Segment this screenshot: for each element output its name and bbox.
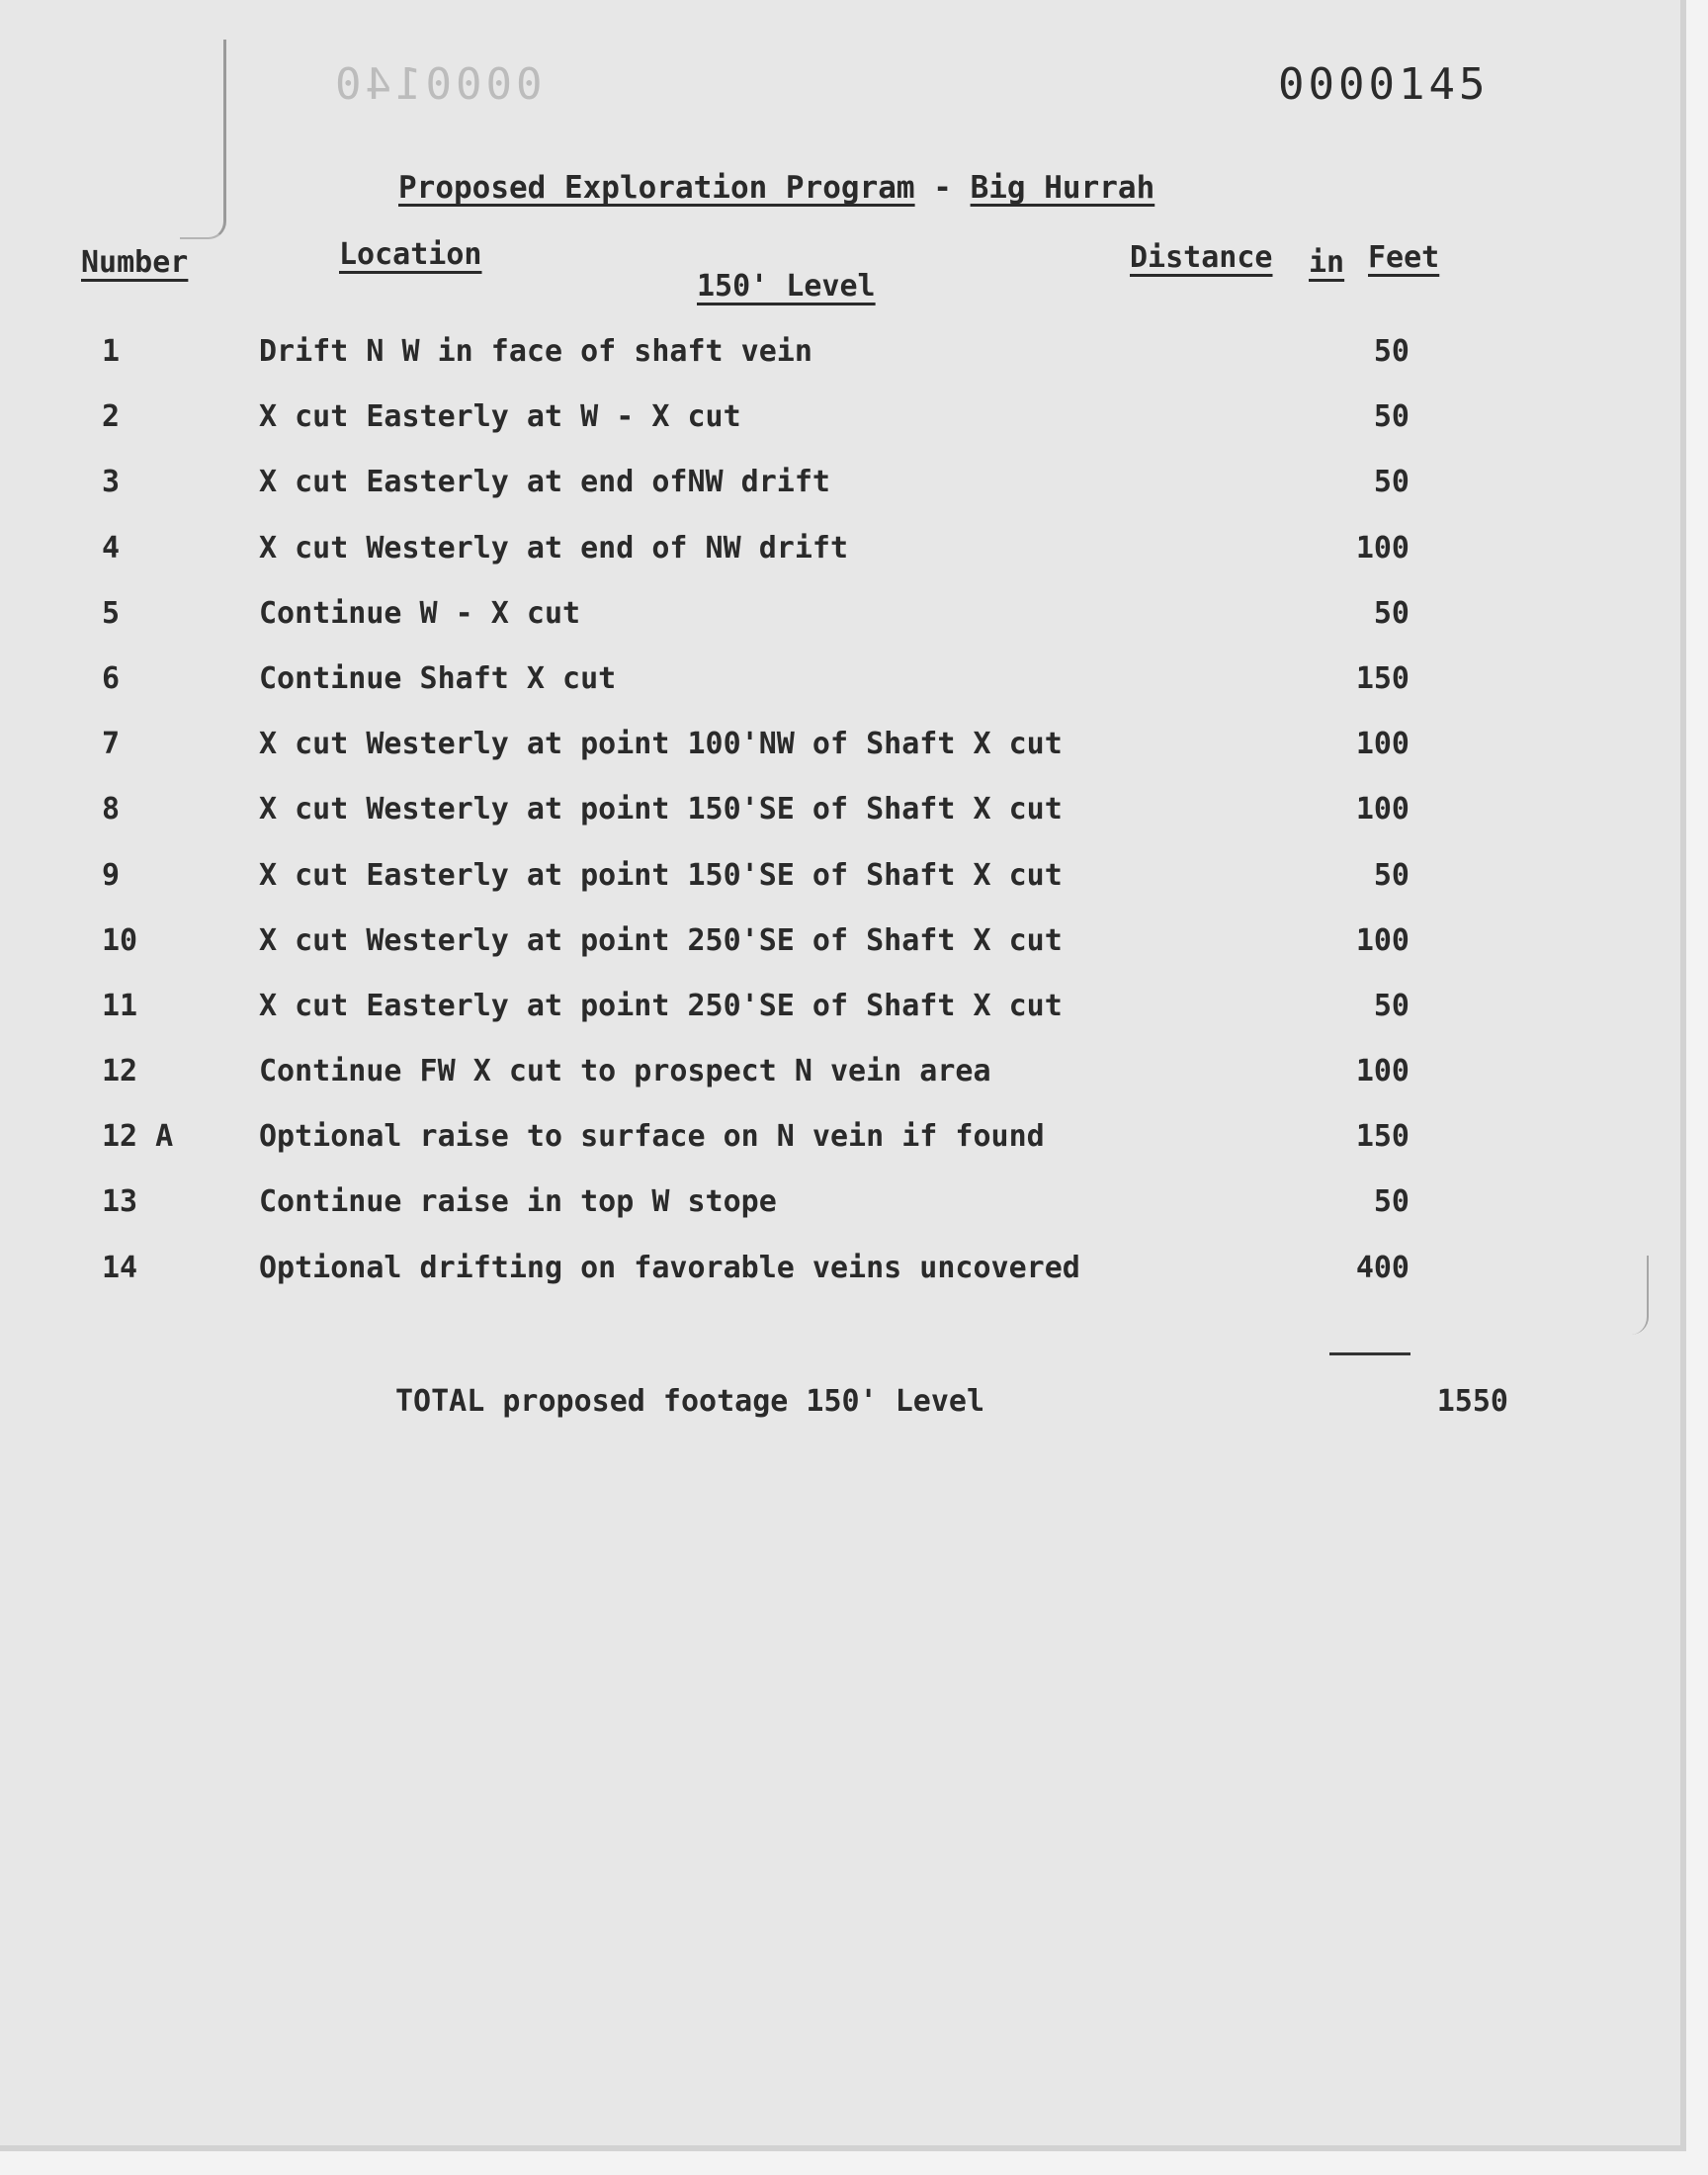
row-distance: 100 — [1355, 922, 1409, 958]
row-number: 3 — [102, 465, 121, 500]
row-location: Continue Shaft X cut — [259, 660, 617, 696]
row-location: X cut Easterly at end ofNW drift — [259, 465, 830, 500]
total-value: 1550 — [1436, 1384, 1508, 1419]
row-distance: 100 — [1355, 727, 1409, 762]
bleed-through-doc-id: 0000140 — [331, 59, 543, 110]
row-distance: 100 — [1355, 530, 1409, 566]
table-row — [0, 989, 1581, 1054]
header-location: Location — [339, 237, 482, 272]
row-distance: 50 — [1373, 595, 1409, 631]
row-number: 2 — [102, 399, 121, 435]
table-row — [0, 465, 1581, 530]
title-mine: Big Hurrah — [970, 170, 1155, 206]
table-row — [0, 1119, 1581, 1184]
row-distance: 400 — [1355, 1250, 1409, 1285]
header-in: in — [1309, 245, 1345, 280]
row-number: 13 — [102, 1184, 138, 1220]
row-location: Continue W - X cut — [259, 595, 581, 631]
total-label: TOTAL proposed footage 150' Level — [395, 1384, 985, 1419]
row-location: Continue FW X cut to prospect N vein area — [259, 1054, 991, 1089]
row-number: 6 — [102, 660, 121, 696]
row-number: 14 — [102, 1250, 138, 1285]
table-row — [0, 1054, 1581, 1119]
paper-clip-mark — [180, 40, 226, 239]
row-number: 10 — [102, 922, 138, 958]
table-row — [0, 596, 1581, 661]
table-row — [0, 399, 1581, 465]
table-row — [0, 334, 1581, 399]
row-distance: 100 — [1355, 792, 1409, 827]
exploration-table — [0, 334, 1581, 1316]
row-number: 9 — [102, 857, 121, 893]
row-location: X cut Westerly at point 150'SE of Shaft X cut — [259, 792, 1063, 827]
row-location: X cut Westerly at end of NW drift — [259, 530, 849, 566]
row-location: X cut Westerly at point 250'SE of Shaft X cut — [259, 922, 1063, 958]
row-number: 4 — [102, 530, 121, 566]
total-rule — [1329, 1352, 1410, 1355]
table-row — [0, 1251, 1581, 1316]
header-distance: Distance — [1130, 240, 1273, 275]
row-number: 1 — [102, 334, 121, 369]
row-number: 5 — [102, 595, 121, 631]
table-row — [0, 923, 1581, 989]
row-distance: 50 — [1373, 334, 1409, 369]
row-location: X cut Easterly at point 150'SE of Shaft X cut — [259, 857, 1063, 893]
row-distance: 50 — [1373, 465, 1409, 500]
title-separator: - — [914, 170, 971, 206]
table-row — [0, 531, 1581, 596]
row-distance: 50 — [1373, 1184, 1409, 1220]
header-feet: Feet — [1368, 240, 1440, 275]
row-location: X cut Easterly at point 250'SE of Shaft X cut — [259, 988, 1063, 1023]
row-distance: 50 — [1373, 988, 1409, 1023]
row-number: 8 — [102, 792, 121, 827]
document-id: 0000145 — [1278, 59, 1490, 110]
table-row — [0, 1184, 1581, 1250]
row-number: 7 — [102, 727, 121, 762]
header-number: Number — [81, 245, 189, 280]
row-location: Drift N W in face of shaft vein — [259, 334, 812, 369]
row-distance: 50 — [1373, 399, 1409, 435]
row-distance: 150 — [1355, 1119, 1409, 1155]
table-row — [0, 792, 1581, 857]
table-row — [0, 661, 1581, 727]
page-title — [398, 170, 1154, 206]
row-number: 12 A — [102, 1119, 174, 1155]
row-number: 11 — [102, 988, 138, 1023]
row-distance: 100 — [1355, 1054, 1409, 1089]
row-location: X cut Westerly at point 100'NW of Shaft X cut — [259, 727, 1063, 762]
row-distance: 150 — [1355, 660, 1409, 696]
row-location: Optional drifting on favorable veins uncovered — [259, 1250, 1080, 1285]
edge-fold-mark — [1629, 1256, 1649, 1335]
level-subheading: 150' Level — [697, 269, 876, 304]
row-distance: 50 — [1373, 857, 1409, 893]
row-number: 12 — [102, 1054, 138, 1089]
title-program: Proposed Exploration Program — [398, 170, 915, 206]
row-location: Continue raise in top W stope — [259, 1184, 777, 1220]
table-row — [0, 727, 1581, 792]
row-location: Optional raise to surface on N vein if found — [259, 1119, 1045, 1155]
table-row — [0, 858, 1581, 923]
row-location: X cut Easterly at W - X cut — [259, 399, 741, 435]
